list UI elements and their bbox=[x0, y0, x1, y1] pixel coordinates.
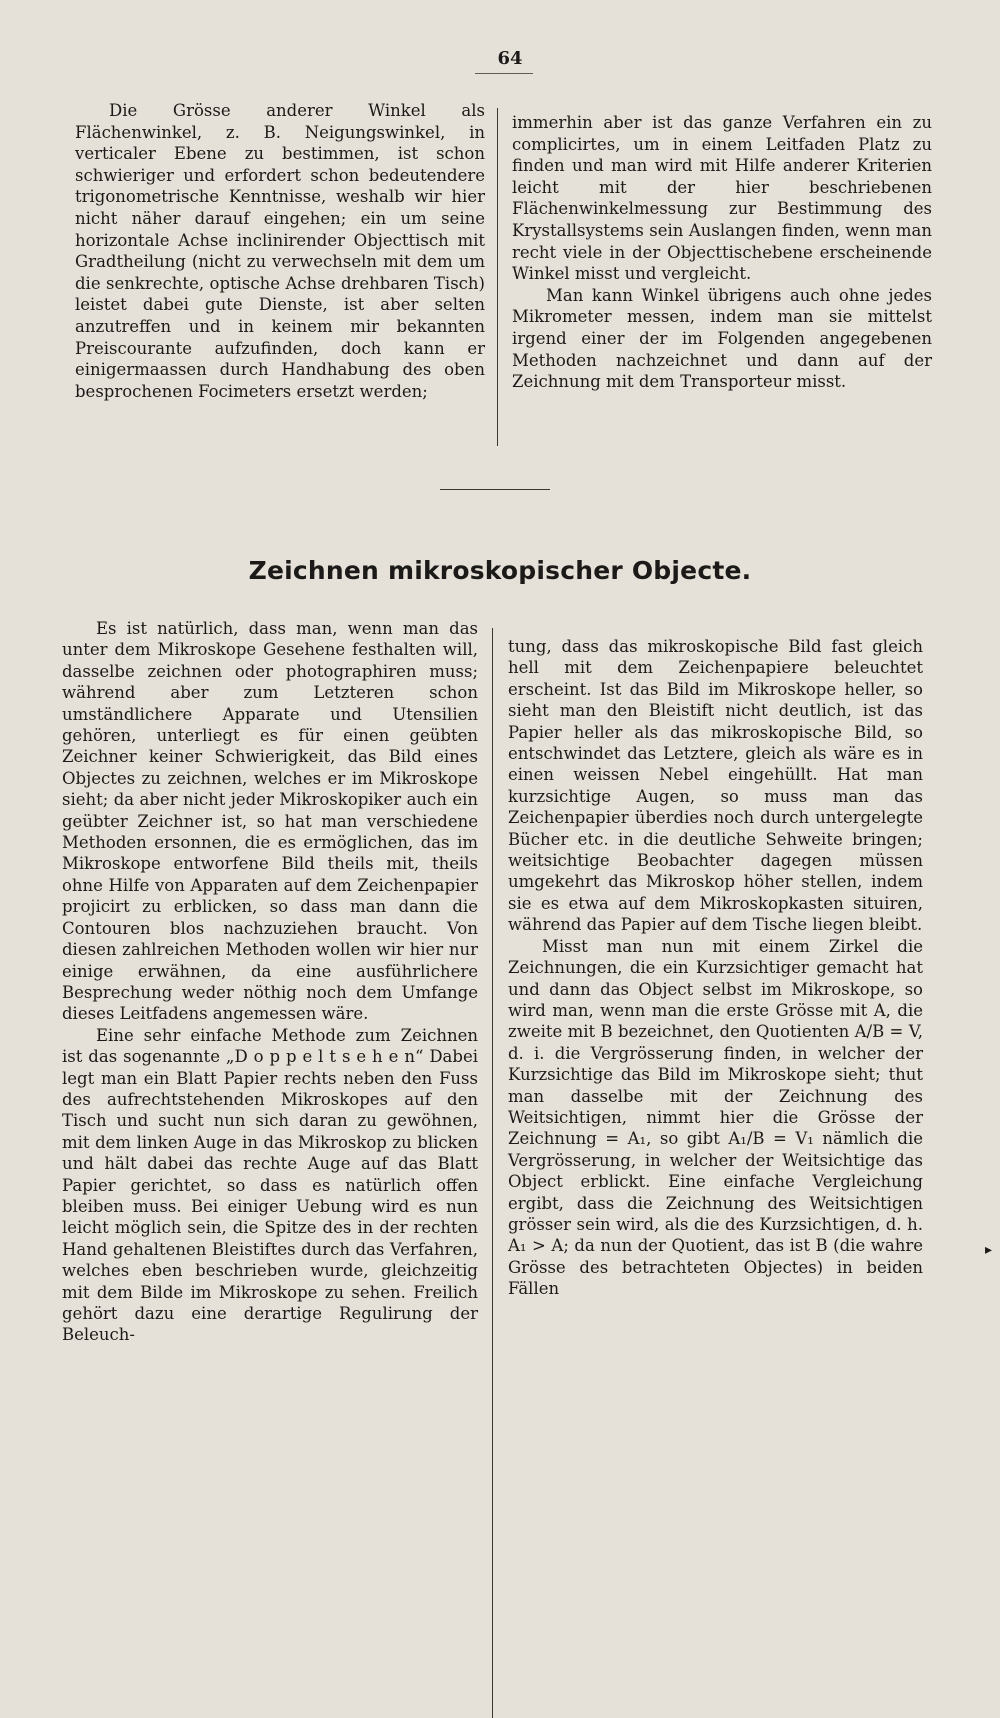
column-divider bbox=[492, 628, 493, 1718]
paragraph: Eine sehr einfache Methode zum Zeichnen ist das sogenannte „D o p p e l t s e h e n“ Dabei legt man ein Blatt Papier rechts neben den Fuss des aufrechtstehenden Mikroskopes auf den Tisch und sucht nun sich daran zu gewöhnen, mit dem linken Auge in das Mikroskop zu blicken und hält dabei das rechte Auge auf das Blatt Papier gerichtet, so dass es natürlich offen bleiben muss. Bei einiger Uebung wird es nun leicht möglich sein, die Spitze des in der rechten Hand gehaltenen Bleistiftes durch das Verfahren, welches eben beschrieben wurde, gleichzeitig mit dem Bilde im Mikroskope zu sehen. Freilich gehört dazu eine derartige Regulirung der Beleuch- bbox=[62, 1025, 478, 1345]
paragraph: Man kann Winkel übrigens auch ohne jedes Mikrometer messen, indem man sie mittelst irgend einer der im Folgenden angegebenen Methoden nachzeichnet und dann auf der Zeichnung mit dem Transporteur misst. bbox=[512, 285, 932, 392]
top-left-column bbox=[75, 100, 485, 402]
paragraph: Misst man nun mit einem Zirkel die Zeichnungen, die ein Kurzsichtiger gemacht hat und dann das Object selbst im Mikroskope, so wird man, wenn man die erste Grösse mit A, die zweite mit B bezeichnet, den Quotienten A/B = V, d. i. die Vergrösserung finden, in welcher der Kurzsichtige das Bild im Mikroskope sieht; thut man dasselbe mit der Zeichnung des Weitsichtigen, nimmt hier die Grösse der Zeichnung = A₁, so gibt A₁/B = V₁ nämlich die Vergrösserung, in welcher der Weitsichtige das Object erblickt. Eine einfache Vergleichung ergibt, dass die Zeichnung des Weitsichtigen grösser sein wird, als die des Kurzsichtigen, d. h. A₁ > A; da nun der Quotient, das ist B (die wahre Grösse des betrachteten Objectes) in beiden Fällen bbox=[508, 936, 923, 1299]
edge-mark: ▸ bbox=[985, 1242, 993, 1258]
column-divider bbox=[497, 108, 498, 446]
paragraph: Die Grösse anderer Winkel als Flächenwinkel, z. B. Neigungswinkel, in verticaler Ebene zu bestimmen, ist schon schwieriger und erfordert schon bedeutendere trigonometrische Kenntnisse, weshalb wir hier nicht näher darauf eingehen; ein um seine horizontale Achse inclinirender Objecttisch mit Gradtheilung (nicht zu verwechseln mit dem um die senkrechte, optische Achse drehbaren Tisch) leistet dabei gute Dienste, ist aber selten anzutreffen und in keinem mir bekannten Preiscourante aufzufinden, doch kann er einigermaassen durch Handhabung des oben besprochenen Focimeters ersetzt werden; bbox=[75, 101, 485, 401]
page-number-underline bbox=[475, 73, 533, 74]
paragraph: tung, dass das mikroskopische Bild fast gleich hell mit dem Zeichenpapiere beleuchtet erscheint. Ist das Bild im Mikroskope heller, so sieht man den Bleistift nicht deutlich, ist das Papier heller als das mikroskopische Bild, so entschwindet das Letztere, gleich als wäre es in einen weissen Nebel eingehüllt. Hat man kurzsichtige Augen, so muss man das Zeichenpapier überdies noch durch untergelegte Bücher etc. in die deutliche Sehweite bringen; weitsichtige Beobachter dagegen müssen umgekehrt das Mikroskop höher stellen, indem sie es etwa auf dem Mikroskopkasten situiren, während das Papier auf dem Tische liegen bleibt. bbox=[508, 637, 923, 935]
page-number: 64 bbox=[497, 48, 523, 69]
top-right-column bbox=[512, 112, 932, 393]
bottom-right-column bbox=[508, 636, 923, 1300]
section-divider bbox=[440, 489, 550, 490]
paragraph: Es ist natürlich, dass man, wenn man das unter dem Mikroskope Gesehene festhalten will, dasselbe zeichnen oder photographiren muss; während aber zum Letzteren schon umständlichere Apparate und Utensilien gehören, unterliegt es für einen geübten Zeichner keiner Schwierigkeit, das Bild eines Objectes zu zeichnen, welches er im Mikroskope sieht; da aber nicht jeder Mikroskopiker auch ein geübter Zeichner ist, so hat man verschiedene Methoden ersonnen, die es ermöglichen, das im Mikroskope entworfene Bild theils mit, theils ohne Hilfe von Apparaten auf dem Zeichenpapier projicirt zu erblicken, so dass man dann die Contouren blos nachzuziehen braucht. Von diesen zahlreichen Methoden wollen wir hier nur einige erwähnen, da eine ausführlichere Besprechung weder nöthig noch dem Umfange dieses Leitfadens angemessen wäre. bbox=[62, 619, 478, 1024]
paragraph: immerhin aber ist das ganze Verfahren ein zu complicirtes, um in einem Leitfaden Platz zu finden und man wird mit Hilfe anderer Kriterien leicht mit der hier beschriebenen Flächenwinkelmessung zur Bestimmung des Krystallsystems sein Auslangen finden, wenn man recht viele in der Objecttischebene erscheinende Winkel misst und vergleicht. bbox=[512, 113, 932, 284]
section-title: Zeichnen mikroskopischer Objecte. bbox=[248, 556, 752, 585]
bottom-left-column bbox=[62, 618, 478, 1346]
